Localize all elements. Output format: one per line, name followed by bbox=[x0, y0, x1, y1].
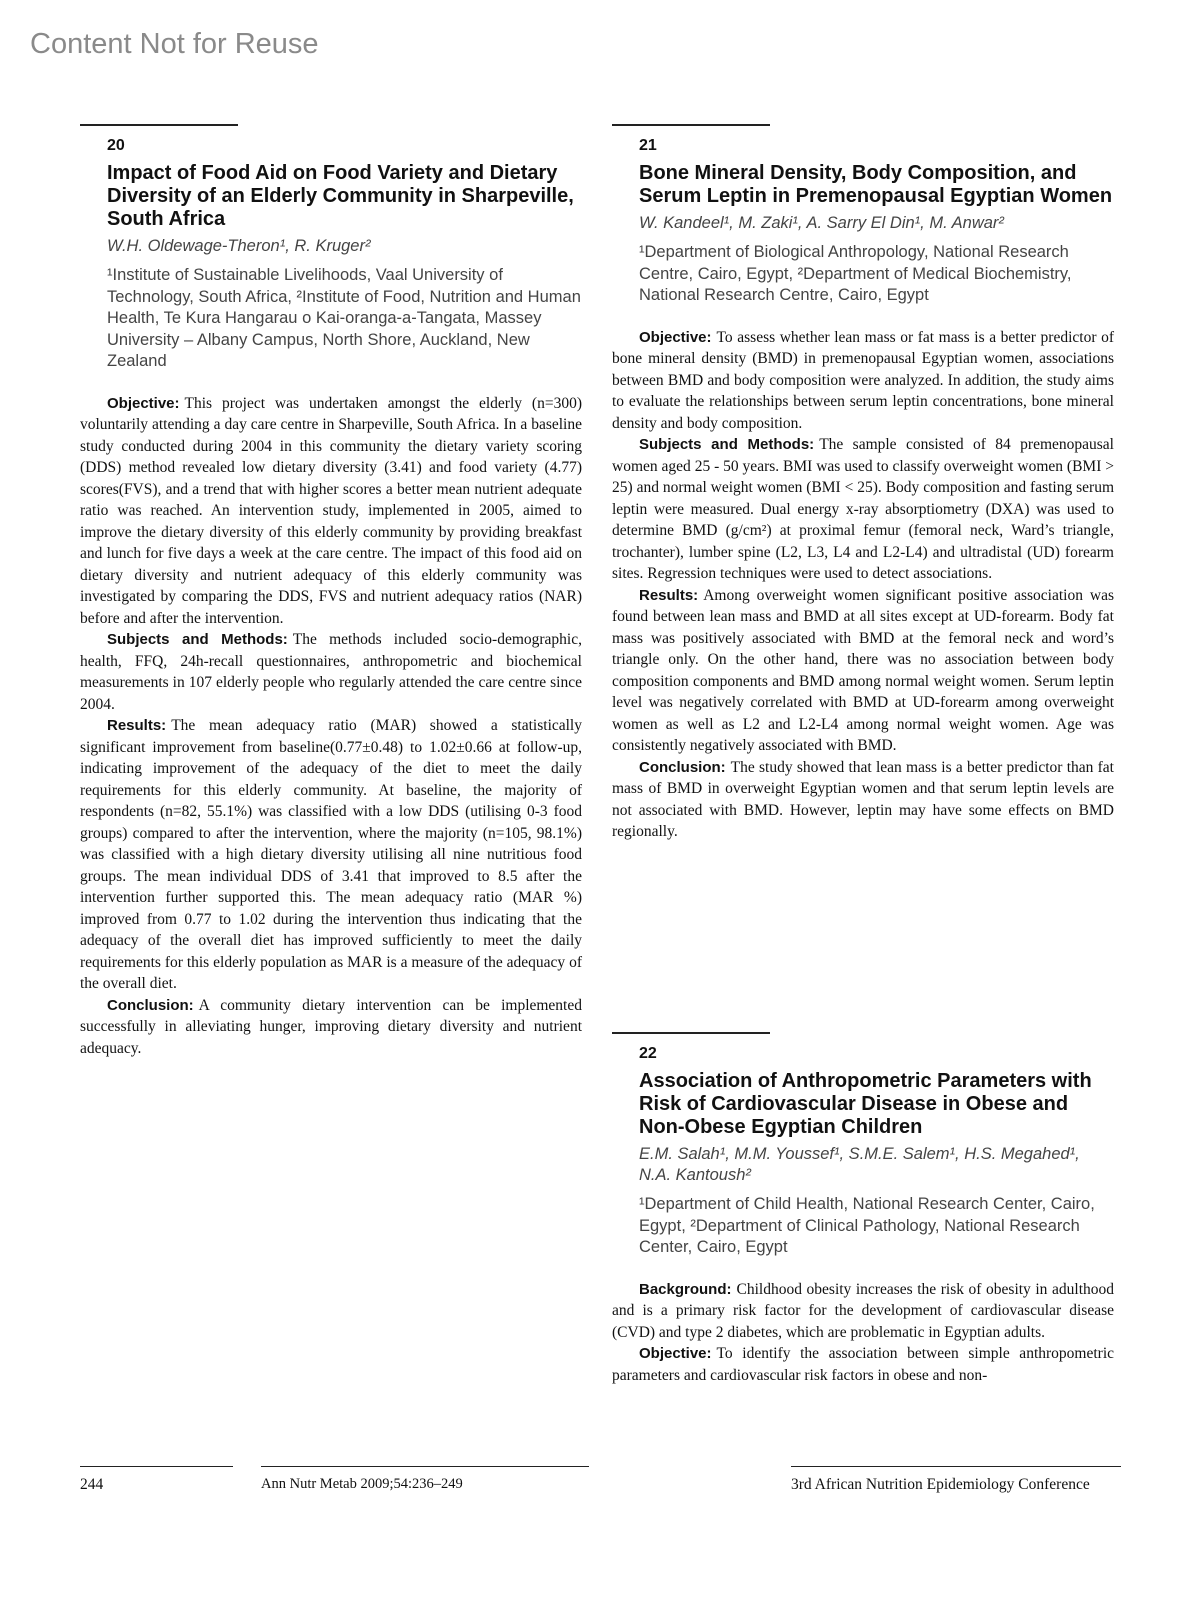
abstract-body bbox=[612, 327, 1114, 843]
section-label: Conclusion: bbox=[639, 758, 726, 776]
section-rule bbox=[612, 124, 770, 126]
section-rule bbox=[80, 124, 238, 126]
section-label: Results: bbox=[639, 586, 699, 604]
conclusion-paragraph bbox=[612, 757, 1114, 843]
abstract-title: Impact of Food Aid on Food Variety and Dietary Diversity of an Elderly Community in Sharpeville, South Africa bbox=[107, 162, 574, 230]
objective-paragraph bbox=[612, 1343, 1114, 1386]
abstract-22 bbox=[612, 1032, 1114, 1386]
abstract-affiliation: ¹Department of Child Health, National Research Center, Cairo, Egypt, ²Department of Clinical Pathology, National Research Center, Cairo, Egypt bbox=[639, 1195, 1095, 1256]
abstract-title: Bone Mineral Density, Body Composition, and Serum Leptin in Premenopausal Egyptian Women bbox=[639, 162, 1113, 207]
section-label: Objective: bbox=[107, 394, 180, 412]
abstract-number: 21 bbox=[639, 137, 657, 154]
section-label: Objective: bbox=[639, 1345, 712, 1362]
abstract-authors: W.H. Oldewage-Theron¹, R. Kruger² bbox=[107, 237, 371, 255]
conference-name: 3rd African Nutrition Epidemiology Conference bbox=[791, 1476, 1090, 1493]
abstract-body bbox=[80, 393, 582, 1060]
abstract-affiliation: ¹Institute of Sustainable Livelihoods, Vaal University of Technology, South Africa, ²Institute of Food, Nutrition and Human Health, Te Kura Hangarau o Kai-oranga-a-Tangata, Massey University – Albany Campus, North Shore, Auckland, New Zealand bbox=[107, 266, 581, 370]
footer-rule bbox=[80, 1466, 233, 1467]
results-paragraph bbox=[612, 585, 1114, 757]
footer-rule bbox=[791, 1466, 1121, 1467]
abstract-body bbox=[612, 1279, 1114, 1387]
section-text: The study showed that lean mass is a better predictor than fat mass of BMD in overweight Egyptian women and that serum leptin levels are not associated with BMD. However, leptin may have some effects on BMD regionally. bbox=[612, 758, 1114, 840]
section-text: This project was undertaken amongst the elderly (n=300) voluntarily attending a day care centre in Sharpeville, South Africa. In a baseline study conducted during 2004 in this community the dietary variety scoring (DDS) method revealed low dietary diversity (3.41) and food variety (4.77) scores(FVS), and a trend that with higher scores a better mean nutrient adequate ratio was reached. An intervention study, implemented in 2005, aimed to improve the dietary diversity of this elderly community by providing breakfast and lunch for five days a week at the care centre. The impact of this food aid on dietary diversity and nutrient adequacy of this elderly community was investigated by comparing the DDS, FVS and nutrient adequacy ratios (NAR) before and after the intervention. bbox=[80, 394, 582, 627]
watermark: Content Not for Reuse bbox=[30, 28, 319, 60]
section-rule bbox=[612, 1032, 770, 1034]
section-label: Conclusion: bbox=[107, 996, 194, 1014]
section-label: Objective: bbox=[639, 328, 712, 346]
section-text: Childhood obesity increases the risk of obesity in adulthood and is a primary risk factor for the development of cardiovascular disease (CVD) and type 2 diabetes, which are problematic in Egyptian adults. bbox=[612, 1280, 1114, 1341]
journal-citation: Ann Nutr Metab 2009;54:236–249 bbox=[261, 1476, 463, 1492]
abstract-number: 20 bbox=[107, 137, 125, 154]
section-text: A community dietary intervention can be implemented successfully in alleviating hunger, improving dietary diversity and nutrient adequacy. bbox=[80, 996, 582, 1057]
abstract-20 bbox=[80, 124, 582, 1059]
abstract-number: 22 bbox=[639, 1045, 657, 1062]
section-text: The mean adequacy ratio (MAR) showed a statistically significant improvement from baseline(0.77±0.48) to 1.02±0.66 at follow-up, indicating improvement of the adequacy of the diet to meet the daily requirements for this elderly community. At baseline, the majority of respondents (n=82, 55.1%) was classified with a low DDS (utilising 0-3 food groups) compared to after the intervention, where the majority (n=105, 98.1%) was classified with a high dietary diversity utilising all nine nutritious food groups. The mean individual DDS of 3.41 that improved to 8.5 after the intervention further supported this. The mean adequacy ratio (MAR %) improved from 0.77 to 1.02 during the intervention thus indicating that the adequacy of the overall diet has improved sufficiently to meet the daily requirements for this elderly population as MAR is a measure of the adequacy of the overall diet. bbox=[80, 717, 582, 992]
objective-paragraph bbox=[612, 327, 1114, 435]
footer-rule bbox=[261, 1466, 589, 1467]
section-text: The methods included socio-demographic, health, FFQ, 24h-recall questionnaires, anthropometric and biochemical measurements in 107 elderly people who regularly attended the care centre since 2004. bbox=[80, 631, 582, 713]
conclusion-paragraph bbox=[80, 995, 582, 1060]
page-number: 244 bbox=[80, 1476, 104, 1493]
abstract-title: Association of Anthropometric Parameters with Risk of Cardiovascular Disease in Obese and Non-Obese Egyptian Children bbox=[639, 1070, 1092, 1138]
abstract-affiliation: ¹Department of Biological Anthropology, National Research Centre, Cairo, Egypt, ²Department of Medical Biochemistry, National Research Centre, Cairo, Egypt bbox=[639, 243, 1072, 304]
section-text: To assess whether lean mass or fat mass is a better predictor of bone mineral density (BMD) in premenopausal Egyptian women, associations between BMD and body composition were analyzed. In addition, the study aims to evaluate the relationships between serum leptin concentrations, bone mineral density and body composition. bbox=[612, 328, 1114, 432]
section-label: Background: bbox=[639, 1280, 732, 1298]
section-text: The sample consisted of 84 premenopausal women aged 25 - 50 years. BMI was used to classify overweight women (BMI > 25) and normal weight women (BMI < 25). Body composition and fasting serum leptin were measured. Dual energy x-ray absorptiometry (DXA) was used to determine BMD (g/cm²) at proximal femur (femoral neck, Ward’s triangle, trochanter), lumber spine (L2, L3, L4 and L2-L4) and ultradistal (UD) forearm sites. Regression techniques were used to detect associations. bbox=[612, 436, 1114, 582]
section-label: Subjects and Methods: bbox=[107, 631, 288, 648]
abstract-authors: W. Kandeel¹, M. Zaki¹, A. Sarry El Din¹, M. Anwar² bbox=[639, 214, 1004, 232]
results-paragraph bbox=[80, 715, 582, 995]
methods-paragraph bbox=[612, 434, 1114, 585]
objective-paragraph bbox=[80, 393, 582, 630]
section-text: Among overweight women significant positive association was found between lean mass and BMD at all sites except at UD-forearm. Body fat mass was positively associated with BMD at the femoral neck and word’s triangle only. On the other hand, there was no association between body composition components and BMD among normal weight women. Serum leptin level was negatively correlated with BMD at UD-forearm among overweight women as well as L2 and L2-L4 among normal weight women. Age was consistently negatively associated with BMD. bbox=[612, 586, 1114, 754]
section-label: Subjects and Methods: bbox=[639, 436, 815, 453]
abstract-21 bbox=[612, 124, 1114, 843]
background-paragraph bbox=[612, 1279, 1114, 1344]
abstract-authors: E.M. Salah¹, M.M. Youssef¹, S.M.E. Salem¹, H.S. Megahed¹, N.A. Kantoush² bbox=[639, 1145, 1080, 1184]
methods-paragraph bbox=[80, 629, 582, 715]
section-label: Results: bbox=[107, 717, 167, 734]
section-text: To identify the association between simple anthropometric parameters and cardiovascular risk factors in obese and non- bbox=[612, 1345, 1114, 1384]
